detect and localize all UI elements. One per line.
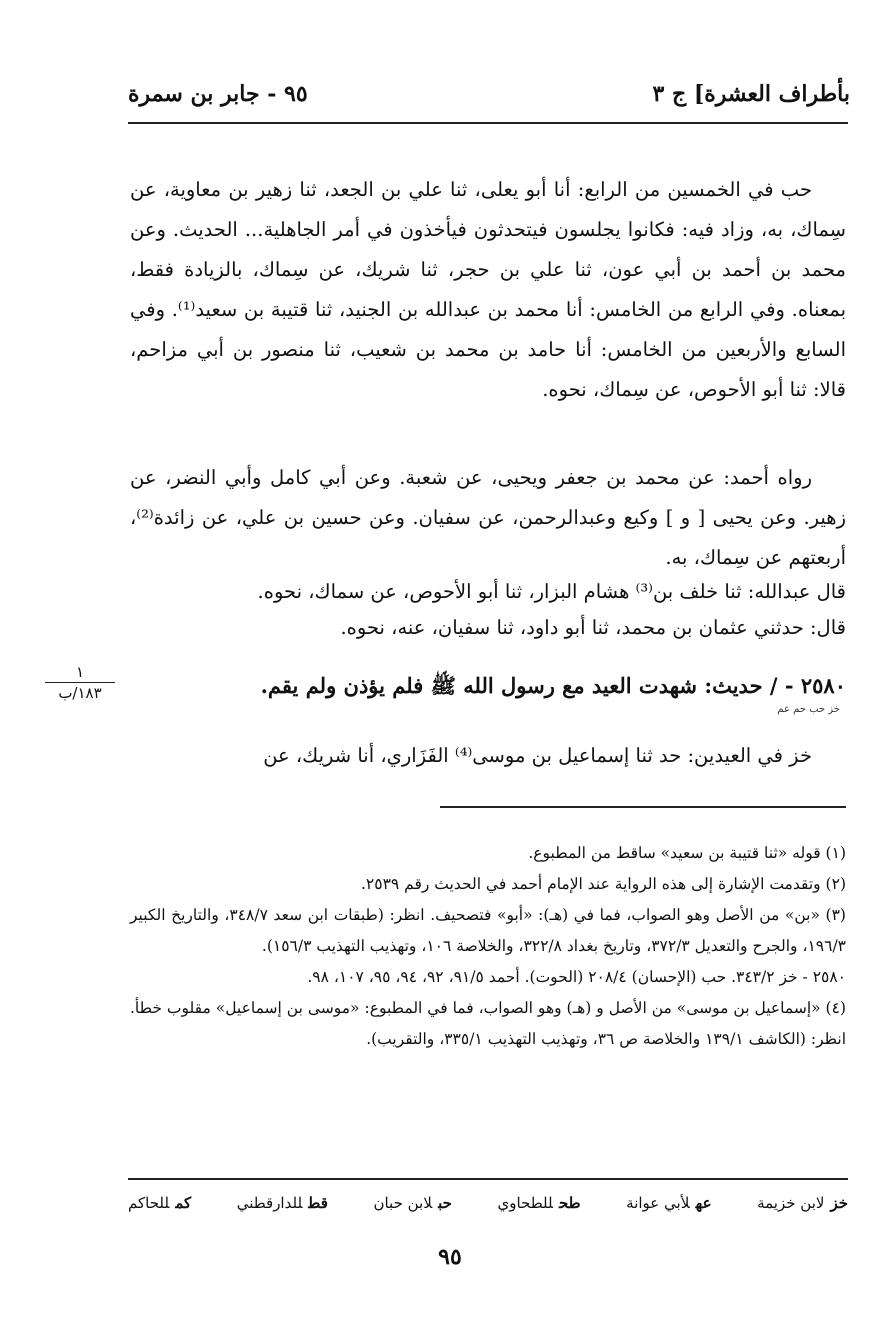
running-header bbox=[128, 76, 850, 112]
paragraph-2-text: رواه أحمد: عن محمد بن جعفر ويحيى، عن شعبة. وعن أبي كامل وأبي النضر، عن زهير. وعن يحيى [ و ] وكيع وعبدالرحمن، عن سفيان. وعن حسين بن علي، عن زائدة⁽²⁾، أربعتهم عن سِماك، به. bbox=[130, 466, 846, 569]
abbr-item bbox=[128, 1194, 191, 1212]
footnote-4: (٤) «إسماعيل بن موسى» من الأصل و (هـ) وهو الصواب، فما في المطبوع: «موسى بن إسماعيل» مقلوب خطأ. انظر: (الكاشف ١٣٩/١ والخلاصة ص ٣٦، وتهذيب التهذيب ٣٣٥/١، والتقريب). bbox=[130, 999, 846, 1048]
folio-numerator: ١ bbox=[75, 663, 85, 681]
abbreviations-rule bbox=[128, 1178, 848, 1180]
qala-line-1 bbox=[130, 572, 846, 612]
abbr-name: للدارقطني bbox=[236, 1194, 303, 1212]
header-rule bbox=[128, 122, 848, 124]
hadith-source-codes: خز حب حم عم bbox=[777, 704, 840, 715]
qala-line-1-text: قال عبدالله: ثنا خلف بن⁽³⁾ هشام البزار، ثنا أبو الأحوص، عن سماك، نحوه. bbox=[257, 580, 846, 603]
abbr-code: خز bbox=[830, 1194, 848, 1212]
abbr-name: لأبي عوانة bbox=[626, 1194, 690, 1212]
abbr-item bbox=[626, 1194, 711, 1212]
hadith-text: شهدت العيد مع رسول الله ﷺ فلم يؤذن ولم يقم. bbox=[260, 673, 698, 698]
abbr-name: لابن خزيمة bbox=[757, 1194, 825, 1212]
paragraph-2 bbox=[130, 458, 846, 578]
abbr-name: لابن حبان bbox=[373, 1194, 433, 1212]
abbr-name: للطحاوي bbox=[497, 1194, 553, 1212]
paragraph-1 bbox=[130, 170, 846, 410]
paragraph-3-text: خز في العيدين: حد ثنا إسماعيل بن موسى⁽⁴⁾ الفَزَاري، أنا شريك، عن bbox=[263, 744, 812, 767]
abbr-code: حب bbox=[438, 1194, 452, 1212]
abbr-code: عه bbox=[695, 1194, 712, 1212]
footnote-rule bbox=[440, 806, 846, 808]
page-number: ٩٥ bbox=[438, 1244, 462, 1270]
abbr-code: كم bbox=[175, 1194, 192, 1212]
manuscript-folio-note bbox=[40, 662, 120, 703]
abbr-code: طح bbox=[559, 1194, 581, 1212]
footnote-sources: ٢٥٨٠ - خز ٣٤٣/٢. حب (الإحسان) ٢٠٨/٤ (الحوت). أحمد ٩١/٥، ٩٢، ٩٤، ٩٥، ١٠٧، ٩٨. bbox=[307, 968, 846, 986]
header-right-title: بأطراف العشرة] ج ٣ bbox=[652, 81, 850, 107]
footnote-2: (٢) وتقدمت الإشارة إلى هذه الرواية عند الإمام أحمد في الحديث رقم ٢٥٣٩. bbox=[360, 875, 846, 893]
abbr-code: قط bbox=[308, 1194, 328, 1212]
abbr-item bbox=[498, 1194, 581, 1212]
abbr-item bbox=[373, 1194, 452, 1212]
abbreviations-key bbox=[128, 1194, 848, 1212]
footnotes bbox=[130, 838, 846, 1055]
abbr-item bbox=[237, 1194, 328, 1212]
header-left-title: ٩٥ - جابر بن سمرة bbox=[128, 81, 308, 107]
paragraph-1-text: حب في الخمسين من الرابع: أنا أبو يعلى، ثنا علي بن الجعد، ثنا زهير بن معاوية، عن سِماك، به، وزاد فيه: فكانوا يجلسون فيتحدثون فيأخذون في أمر الجاهلية... الحديث. وعن محمد بن أحمد بن أبي عون، ثنا علي بن حجر، ثنا شريك، عن سِماك، بالزيادة فقط، بمعناه. وفي الرابع من الخامس: أنا محمد بن عبدالله بن الجنيد، ثنا قتيبة بن سعيد⁽¹⁾. وفي السابع والأربعين من الخامس: أنا حامد بن محمد بن شعيب، ثنا منصور بن أبي مزاحم، قالا: ثنا أبو الأحوص، عن سِماك، نحوه. bbox=[130, 178, 846, 401]
paragraph-3 bbox=[130, 736, 846, 776]
hadith-number: ٢٥٨٠ - / حديث: bbox=[704, 673, 846, 698]
abbr-item bbox=[757, 1194, 848, 1212]
footnote-1: (١) قوله «ثنا قتيبة بن سعيد» ساقط من المطبوع. bbox=[528, 844, 846, 862]
abbr-name: للحاكم bbox=[128, 1194, 170, 1212]
qala-line-2-text: قال: حدثني عثمان بن محمد، ثنا أبو داود، ثنا سفيان، عنه، نحوه. bbox=[340, 616, 846, 639]
hadith-heading bbox=[130, 668, 846, 704]
qala-line-2 bbox=[130, 608, 846, 648]
folio-denominator: ١٨٣/ب bbox=[58, 684, 102, 702]
footnote-3: (٣) «بن» من الأصل وهو الصواب، فما في (هـ): «أبو» فتصحيف. انظر: (طبقات ابن سعد ٣٤٨/٧، والتاريخ الكبير ١٩٦/٣، والجرح والتعديل ٣٧٢/٣، وتاريخ بغداد ٣٢٢/٨، والخلاصة ١٠٦، وتهذيب التهذيب ١٥٦/٣). bbox=[130, 906, 846, 955]
